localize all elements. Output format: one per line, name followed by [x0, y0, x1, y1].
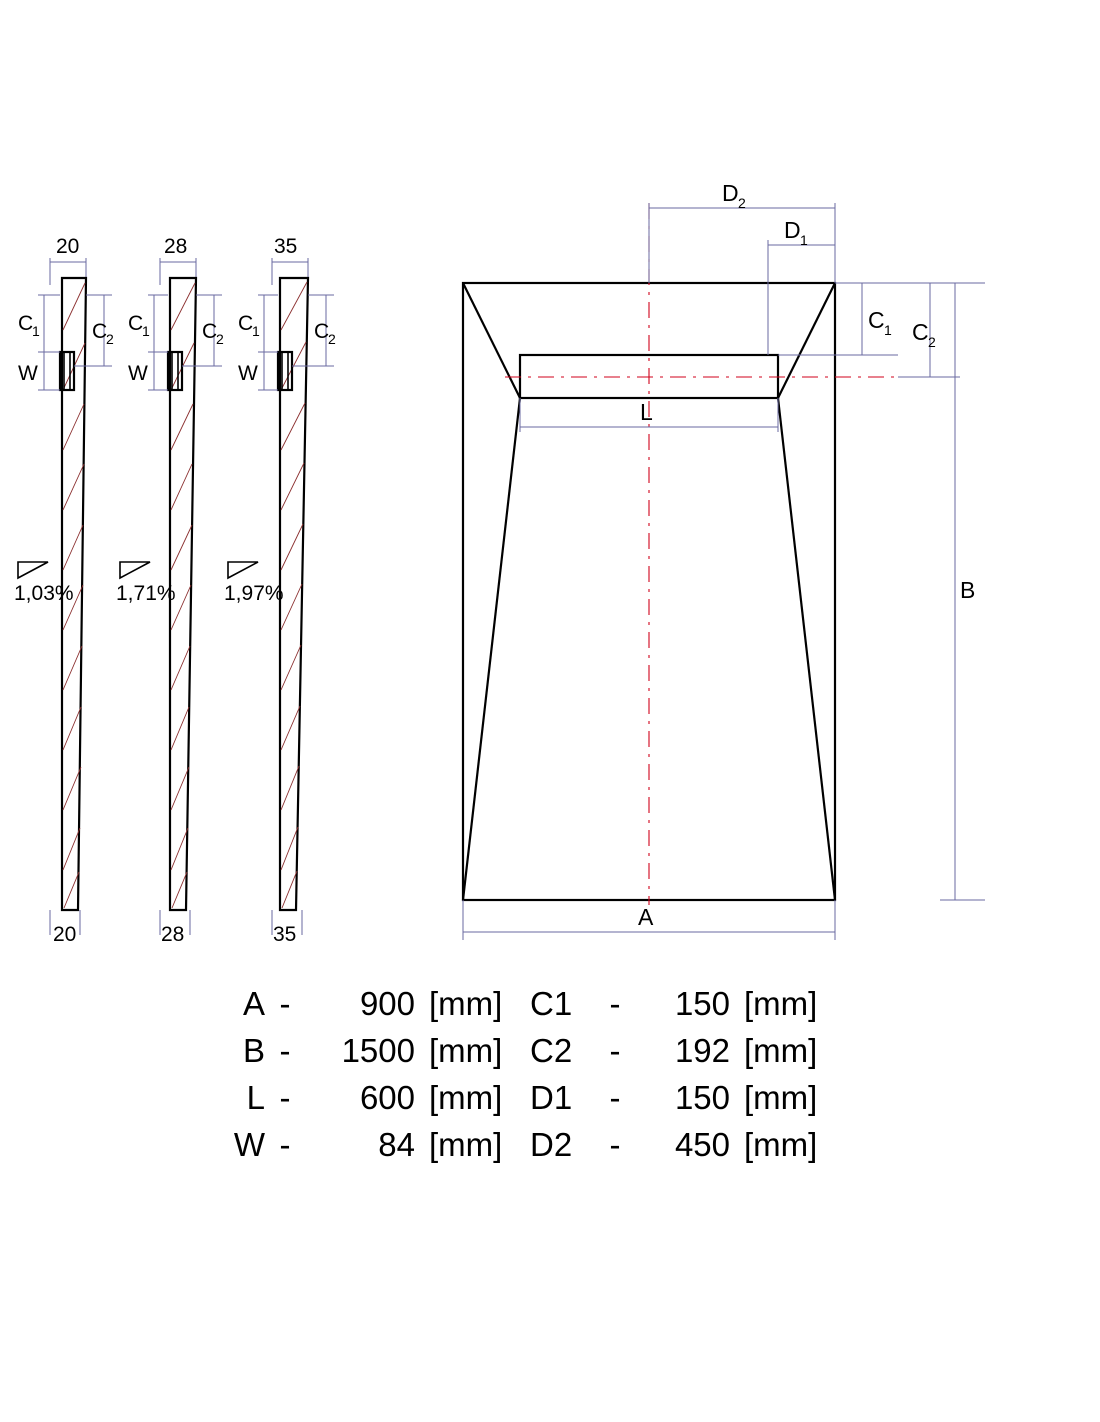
legend-row [185, 1079, 530, 1126]
legend-value: 192 [674, 1032, 730, 1069]
profile-3-c2-sub: 2 [328, 331, 336, 347]
d1-sub: 1 [800, 232, 808, 248]
legend-unit: [mm] [429, 985, 503, 1022]
legend-value: 84 [378, 1126, 415, 1163]
profile-1-bottom-thickness: 20 [53, 923, 77, 946]
profile-3-bottom-thickness: 35 [273, 923, 297, 946]
profile-1-c2-sub: 2 [106, 331, 114, 347]
height-label: B [960, 577, 976, 603]
legend-value: 900 [359, 985, 415, 1022]
legend-column-right [530, 985, 860, 1173]
d2-sub: 2 [738, 195, 746, 211]
legend-value: 1500 [341, 1032, 415, 1069]
profile-2-w-label: W [128, 362, 148, 385]
legend-row [530, 1126, 860, 1173]
dimension-legend [185, 985, 945, 1173]
legend-unit: [mm] [429, 1032, 503, 1069]
legend-unit: [mm] [429, 1126, 503, 1163]
legend-value: 150 [674, 1079, 730, 1116]
profile-2-c2-sub: 2 [216, 331, 224, 347]
profile-2-slope-symbol [120, 562, 150, 578]
profile-3-slope-value: 1,97% [224, 582, 284, 605]
legend-symbol: D2 [530, 1126, 573, 1163]
legend-symbol: L [246, 1079, 265, 1116]
profile-2-c1-label: C [128, 312, 144, 335]
legend-symbol: A [242, 985, 265, 1022]
legend-symbol: W [233, 1126, 265, 1163]
legend-dash: - [279, 1032, 291, 1069]
profile-3-c1-label: C [238, 312, 254, 335]
width-label: A [638, 904, 654, 930]
legend-unit: [mm] [744, 1032, 818, 1069]
profile-3-outline [280, 278, 308, 910]
legend-symbol: B [242, 1032, 265, 1069]
legend-value: 600 [359, 1079, 415, 1116]
profile-3-c2-label: C [314, 320, 330, 343]
legend-row [185, 1126, 530, 1173]
profile-1-w-label: W [18, 362, 38, 385]
drain-length-label: L [640, 399, 653, 425]
profile-1-slope-symbol [18, 562, 48, 578]
plan-c1-label: C [868, 307, 885, 333]
plan-c1-sub: 1 [884, 322, 892, 338]
legend-row [530, 1079, 860, 1126]
legend-row [530, 985, 860, 1032]
legend-dash: - [609, 1126, 621, 1163]
legend-symbol: D1 [530, 1079, 573, 1116]
legend-dash: - [609, 985, 621, 1022]
legend-unit: [mm] [429, 1079, 503, 1116]
plan-c2-sub: 2 [928, 334, 936, 350]
legend-unit: [mm] [744, 1126, 818, 1163]
legend-value: 150 [674, 985, 730, 1022]
profile-3-c1-sub: 1 [252, 323, 260, 339]
d1-label: D [784, 217, 801, 243]
legend-row [185, 1032, 530, 1079]
profile-1-slope-value: 1,03% [14, 582, 74, 605]
legend-unit: [mm] [744, 985, 818, 1022]
profile-2-bottom-thickness: 28 [161, 923, 185, 946]
legend-dash: - [609, 1079, 621, 1116]
profile-1 [14, 235, 114, 946]
legend-value: 450 [674, 1126, 730, 1163]
legend-symbol: C2 [530, 1032, 573, 1069]
legend-dash: - [609, 1032, 621, 1069]
legend-symbol: C1 [530, 985, 573, 1022]
profile-2 [116, 235, 224, 946]
legend-column-left [185, 985, 530, 1173]
profile-2-top-thickness: 28 [164, 235, 188, 258]
profile-3-slope-symbol [228, 562, 258, 578]
profile-2-c1-sub: 1 [142, 323, 150, 339]
profile-3 [224, 235, 336, 946]
profile-1-top-thickness: 20 [56, 235, 80, 258]
profile-2-c2-label: C [202, 320, 218, 343]
profile-3-top-thickness: 35 [274, 235, 298, 258]
profile-1-c2-label: C [92, 320, 108, 343]
legend-dash: - [279, 1126, 291, 1163]
legend-dash: - [279, 1079, 291, 1116]
legend-row [530, 1032, 860, 1079]
profile-1-c1-label: C [18, 312, 34, 335]
plan-c2-label: C [912, 319, 929, 345]
plan-view [463, 180, 985, 940]
legend-unit: [mm] [744, 1079, 818, 1116]
profile-2-slope-value: 1,71% [116, 582, 176, 605]
d2-label: D [722, 180, 739, 206]
legend-dash: - [279, 985, 291, 1022]
profile-1-c1-sub: 1 [32, 323, 40, 339]
profile-3-w-label: W [238, 362, 258, 385]
legend-row [185, 985, 530, 1032]
